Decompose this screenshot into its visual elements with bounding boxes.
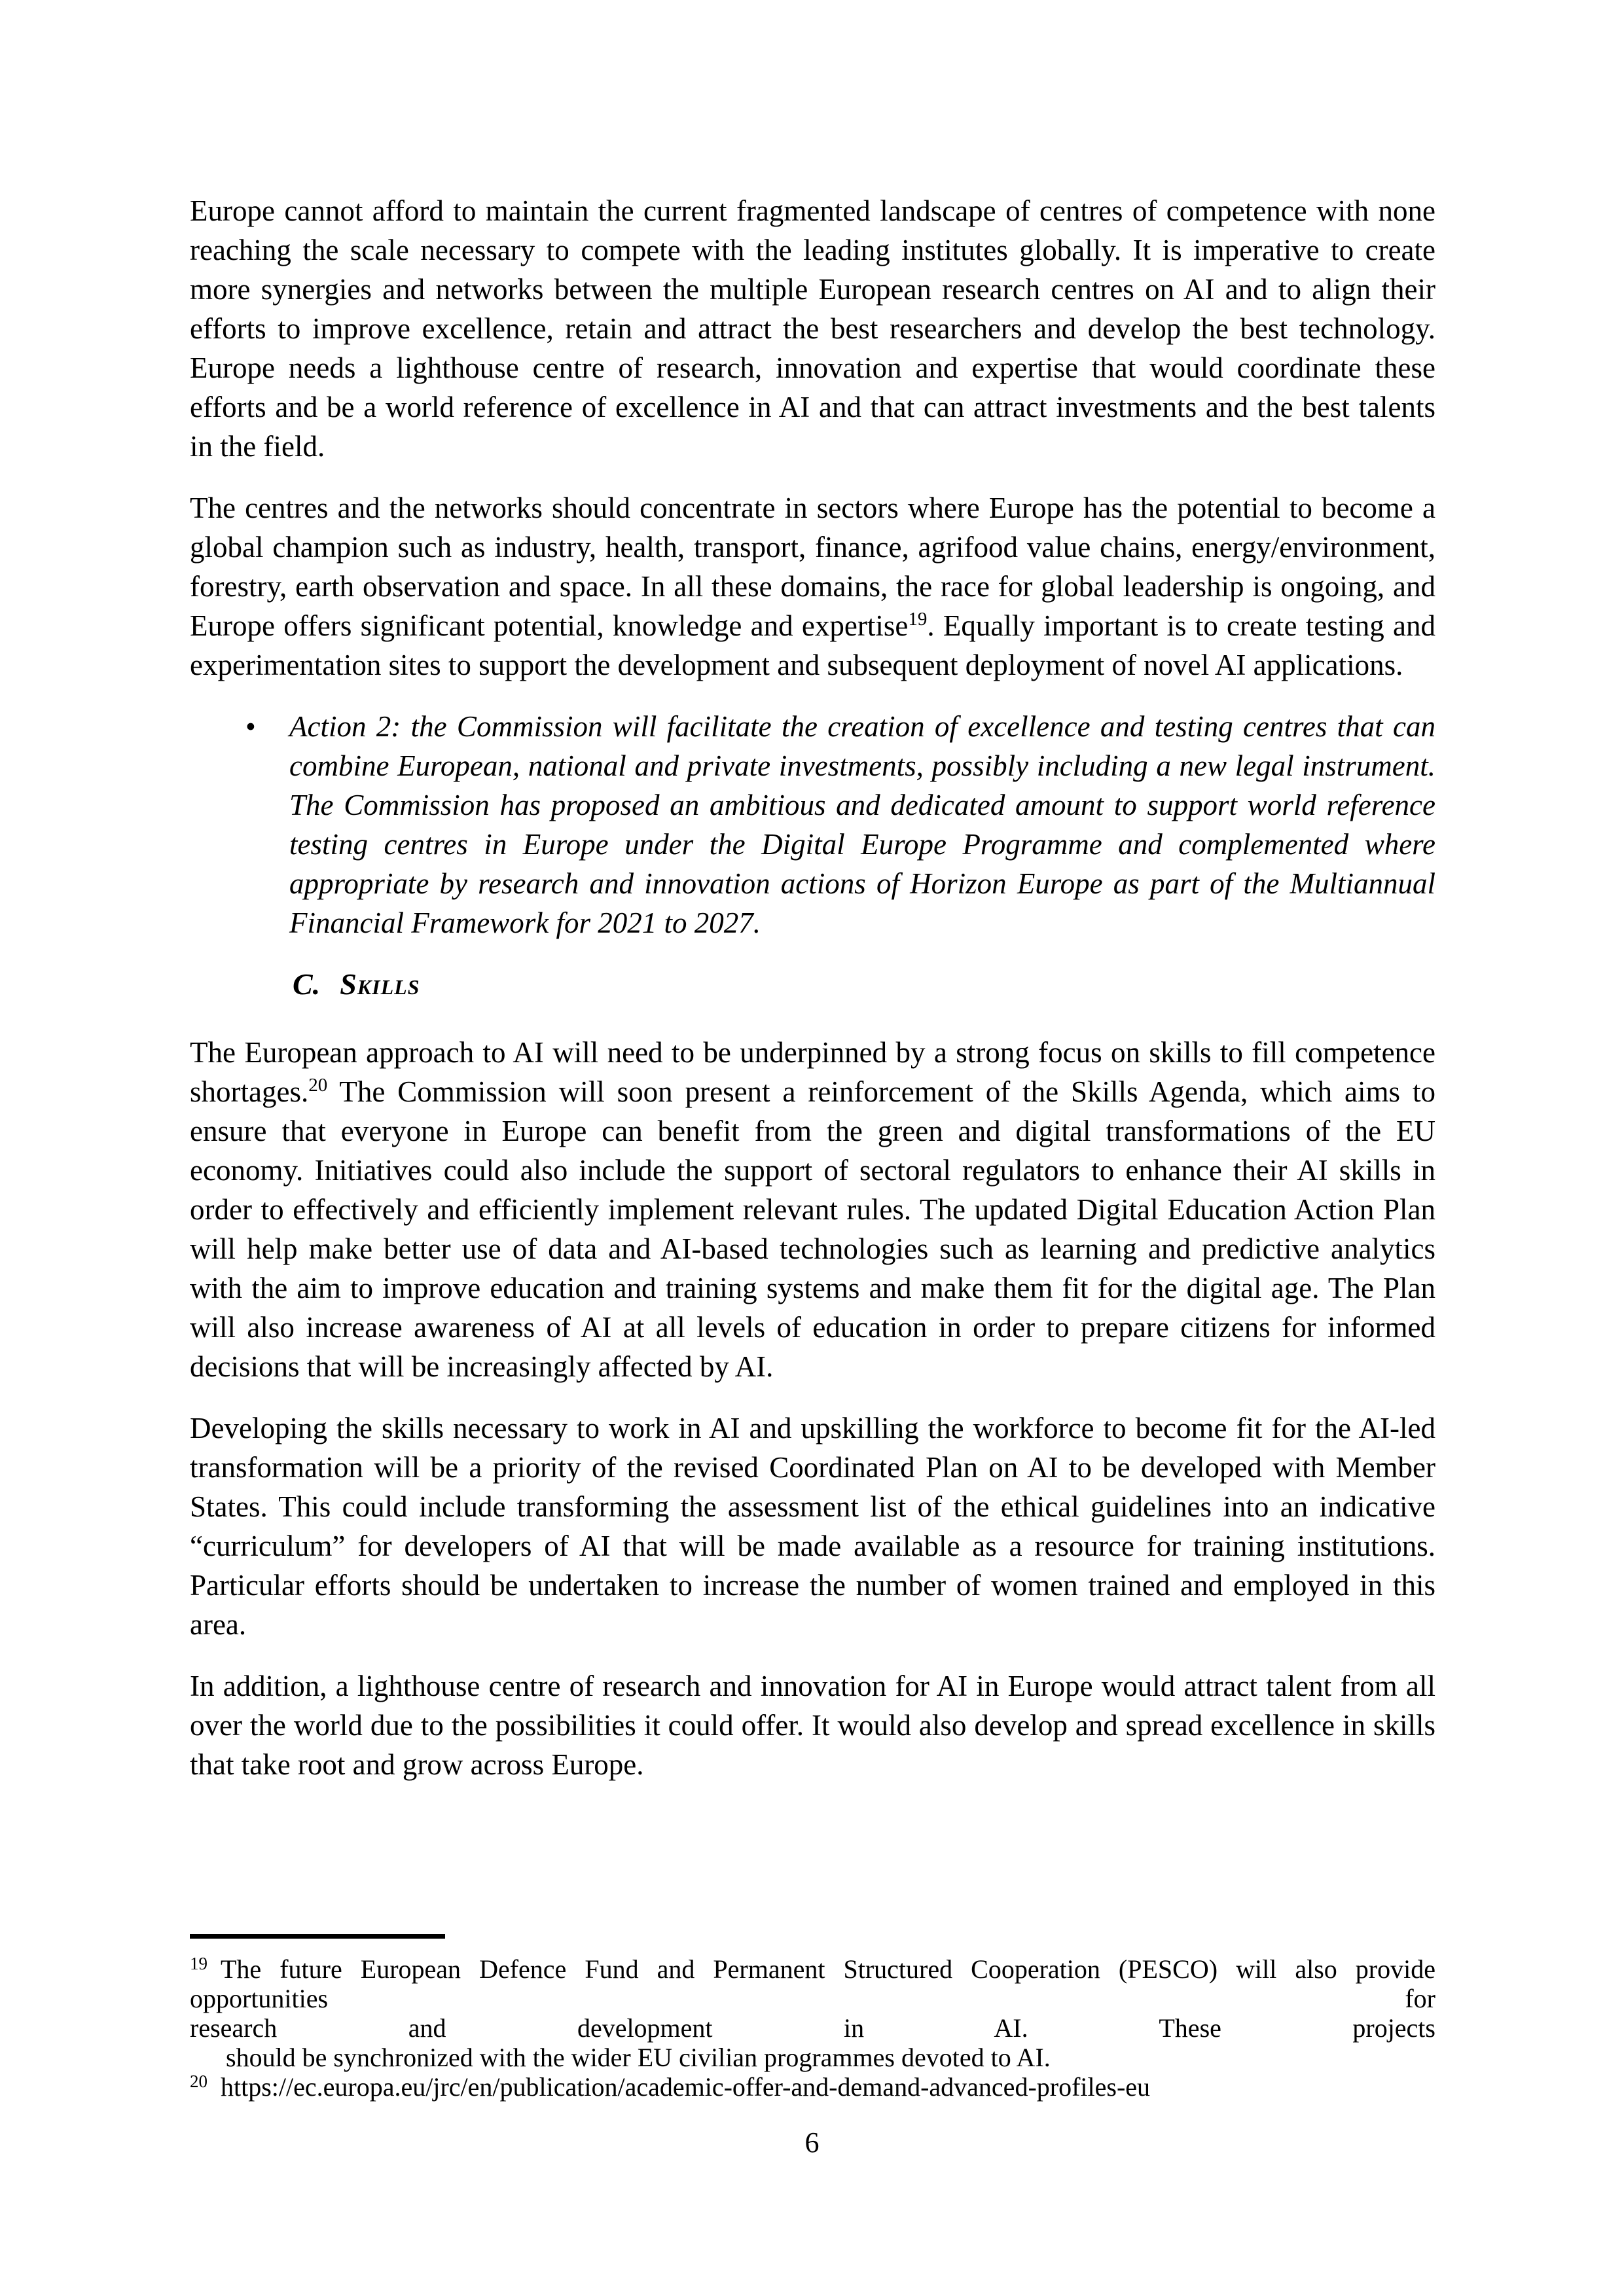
footnote-19 xyxy=(190,1954,1435,2072)
footnote-19-line-3: should be synchronized with the wider EU civilian programmes devoted to AI. xyxy=(226,2043,1051,2072)
paragraph-coordinated-plan: Developing the skills necessary to work in AI and upskilling the workforce to become fit for the AI-led transformation will be a priority of the revised Coordinated Plan on AI to be developed with Member States. This could include transforming the assessment list of the ethical guidelines into an indicative “curriculum” for developers of AI that will be made available as a resource for training institutions. Particular efforts should be undertaken to increase the number of women trained and employed in this area. xyxy=(190,1412,1435,1641)
paragraph-skills-agenda-text-before: The European approach to AI will need to be underpinned by a strong focus on skills to fill competence shortages. xyxy=(190,1036,1435,1108)
page-number: 6 xyxy=(804,2126,820,2159)
footnote-separator xyxy=(190,1934,445,1939)
footnote-20-url: https://ec.europa.eu/jrc/en/publication/academic-offer-and-demand-advanced-profiles-eu xyxy=(221,2072,1151,2102)
paragraph-lighthouse-centre: In addition, a lighthouse centre of research and innovation for AI in Europe would attract talent from all over the world due to the possibilities it could offer. It would also develop and spread excellence in skills that take root and grow across Europe. xyxy=(190,1670,1435,1781)
footnote-19-number: 19 xyxy=(190,1954,208,1973)
section-heading-letter: C. xyxy=(293,967,321,1001)
footnote-20-line xyxy=(190,2072,1435,2102)
footnote-19-text-line-1: The future European Defence Fund and Permanent Structured Cooperation (PESCO) will also provide opportunities for xyxy=(190,1954,1435,2013)
bullet-icon: • xyxy=(245,710,256,743)
footnote-19-line-2: research and development in AI. These projects xyxy=(190,2013,1435,2043)
paragraph-sectors-text-before: The centres and the networks should concentrate in sectors where Europe has the potential to become a global champion such as industry, health, transport, finance, agrifood value chains, energy/environment, forestry, earth observation and space. In all these domains, the race for global leadership is ongoing, and Europe offers significant potential, knowledge and expertise xyxy=(190,492,1435,642)
paragraph-sectors xyxy=(190,488,1435,685)
footnote-20 xyxy=(190,2072,1435,2102)
footnote-ref-19: 19 xyxy=(908,609,928,630)
footnote-area xyxy=(190,1934,1435,2102)
bullet-list-item-action-2 xyxy=(190,707,1435,942)
paragraph-skills-agenda xyxy=(190,1033,1435,1386)
bullet-action-2-text: Action 2: the Commission will facilitate the creation of excellence and testing centres that can combine European, national and private investments, possibly including a new legal instrument. The Commission has proposed an ambitious and dedicated amount to support world reference testing centres in Europe under the Digital Europe Programme and complemented where appropriate by research and innovation actions of Horizon Europe as part of the Multiannual Financial Framework for 2021 to 2027. xyxy=(289,710,1435,939)
paragraph-competence-centres: Europe cannot afford to maintain the current fragmented landscape of centres of competence with none reaching the scale necessary to compete with the leading institutes globally. It is imperative to create more synergies and networks between the multiple European research centres on AI and to align their efforts to improve excellence, retain and attract the best researchers and develop the best technology. Europe needs a lighthouse centre of research, innovation and expertise that would coordinate these efforts and be a world reference of excellence in AI and that can attract investments and the best talents in the field. xyxy=(190,194,1435,463)
footnote-ref-20: 20 xyxy=(308,1075,328,1096)
paragraph-skills-agenda-text-after: The Commission will soon present a reinforcement of the Skills Agenda, which aims to ensure that everyone in Europe can benefit from the green and digital transformations of the EU economy. Initiatives could also include the support of sectoral regulators to enhance their AI skills in order to effectively and efficiently implement relevant rules. The updated Digital Education Action Plan will help make better use of data and AI-based technologies such as learning and predictive analytics with the aim to improve education and training systems and make them fit for the digital age. The Plan will also increase awareness of AI at all levels of education in order to prepare citizens for informed decisions that will be increasingly affected by AI. xyxy=(190,1075,1435,1383)
paragraph-sectors-text-after: . Equally important is to create testing and experimentation sites to support the development and subsequent deployment of novel AI applications. xyxy=(190,609,1435,681)
document-body xyxy=(190,191,1435,1806)
footnote-19-line-1 xyxy=(190,1954,1435,2013)
section-heading-skills xyxy=(190,965,1435,1004)
footnote-20-number: 20 xyxy=(190,2072,208,2091)
section-heading-label: Skills xyxy=(340,967,420,1001)
